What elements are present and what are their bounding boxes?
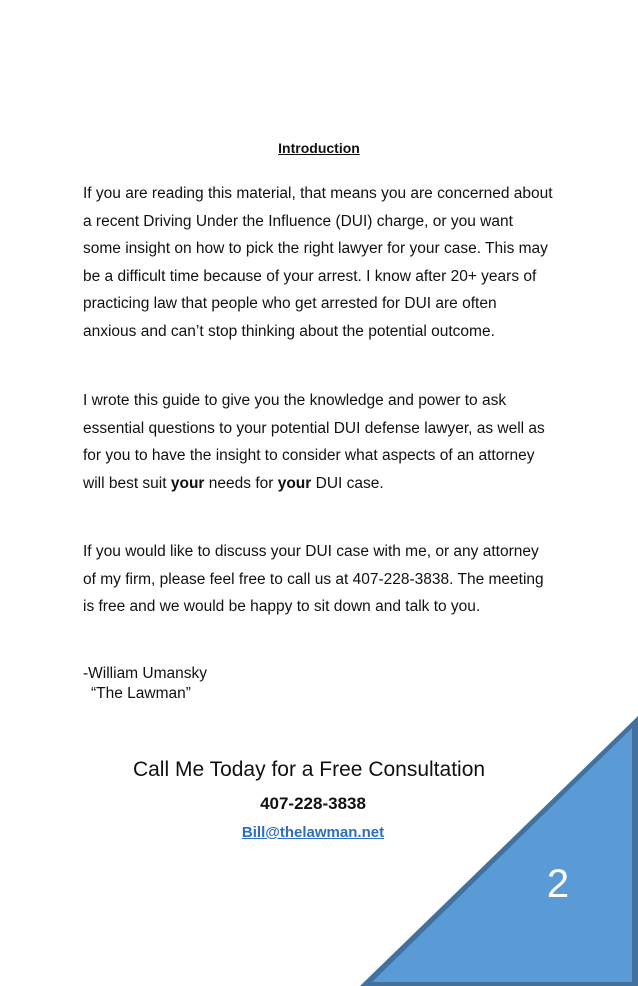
signature-nickname: “The Lawman”	[91, 685, 191, 702]
intro-paragraph-1: If you are reading this material, that means you are concerned about a recent Driving Under the Influence (DUI) charge, or you want some insight on how to pick the right lawyer for your case. This may be a difficult time because of your arrest. I know after 20+ years of practicing law that people who get arrested for DUI are often anxious and can’t stop thinking about the potential outcome.	[83, 185, 553, 340]
cta-headline: Call Me Today for a Free Consultation	[132, 758, 486, 781]
emphasis-your-2: your	[277, 474, 312, 492]
page-title: Introduction	[278, 140, 360, 156]
intro-paragraph-3: If you would like to discuss your DUI case with me, or any attorney of my firm, please feel free to call us at 407-228-3838. The meeting is free and we would be happy to sit down and talk to you.	[83, 543, 544, 615]
signature	[83, 664, 207, 704]
call-to-action	[0, 758, 638, 841]
page-number: 2	[546, 862, 570, 906]
signature-name: -William Umansky	[83, 665, 207, 682]
cta-email-link[interactable]: Bill@thelawman.net	[241, 824, 385, 841]
intro-paragraph-2: I wrote this guide to give you the knowledge and power to ask essential questions to your potential DUI defense lawyer, as well as for you to have the insight to consider what aspects of an attorney will best suit your needs for your DUI case.	[83, 392, 545, 492]
cta-phone[interactable]: 407-228-3838	[260, 794, 366, 813]
emphasis-your-1: your	[170, 474, 205, 492]
